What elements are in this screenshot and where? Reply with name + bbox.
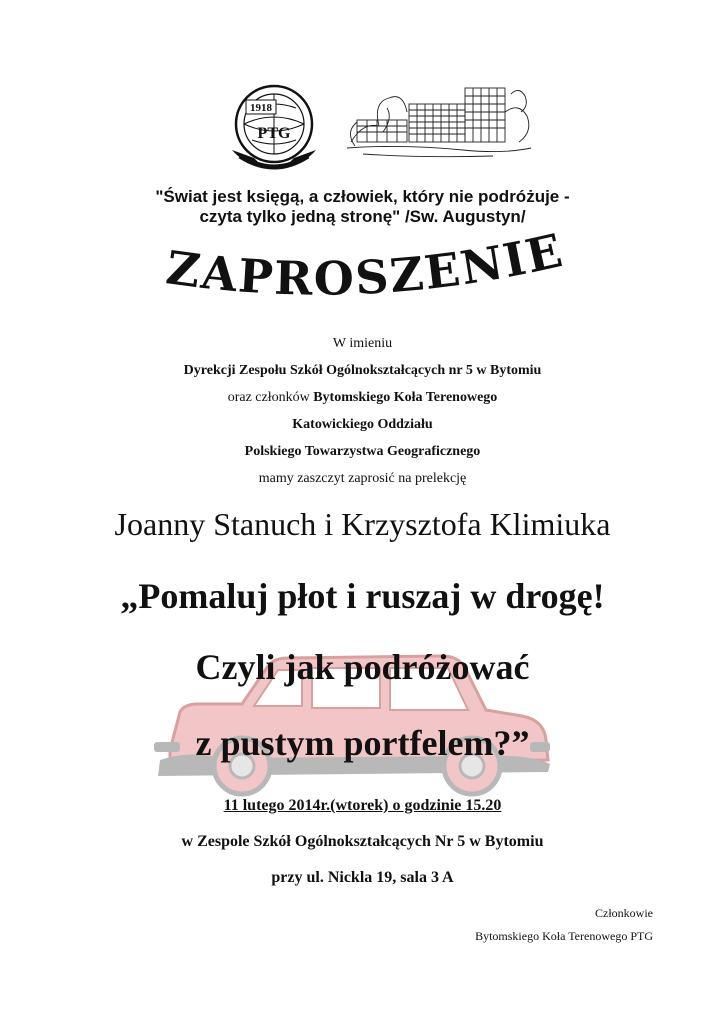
signature-line-1: Członkowie bbox=[595, 906, 653, 920]
quote-line-1: "Świat jest księgą, a człowiek, który nie podróżuje - bbox=[155, 187, 570, 206]
intro-line-2: Dyrekcji Zespołu Szkół Ogólnokształcących nr 5 w Bytomiu bbox=[183, 363, 542, 378]
svg-text:ZAPROSZENIE bbox=[163, 225, 569, 306]
intro-line-5: Polskiego Towarzystwa Geograficznego bbox=[244, 444, 481, 459]
speakers: Joanny Stanuch i Krzysztofa Klimiuka bbox=[114, 506, 611, 542]
intro-line-1: W imieniu bbox=[332, 336, 393, 351]
intro-line-3-prefix: oraz członków bbox=[227, 390, 314, 405]
school-building-sketch bbox=[343, 82, 533, 164]
lecture-title-line-3: z pustym portfelem?” bbox=[195, 723, 530, 763]
intro-line-3 bbox=[0, 390, 725, 406]
quote-line-2: czyta tylko jedną stronę" /Sw. Augustyn/ bbox=[199, 207, 526, 226]
logo-year: 1918 bbox=[250, 102, 272, 114]
event-address: przy ul. Nickla 19, sala 3 A bbox=[271, 869, 454, 886]
signature-line-2: Bytomskiego Koła Terenowego PTG bbox=[475, 929, 653, 943]
intro-line-4: Katowickiego Oddziału bbox=[292, 417, 433, 432]
logo-letters: PTG bbox=[257, 125, 291, 142]
invitation-title bbox=[110, 225, 620, 320]
lecture-title-line-2: Czyli jak podróżować bbox=[195, 647, 530, 687]
intro-line-6: mamy zaszczyt zaprosić na prelekcję bbox=[258, 471, 467, 486]
lecture-title-line-1: „Pomaluj płot i ruszaj w drogę! bbox=[120, 576, 605, 616]
title-text: ZAPROSZENIE bbox=[163, 225, 569, 306]
ptg-logo bbox=[222, 80, 322, 172]
event-date: 11 lutego 2014r.(wtorek) o godzinie 15.20 bbox=[223, 797, 502, 814]
intro-line-3-bold: Bytomskiego Koła Terenowego bbox=[313, 390, 498, 405]
event-place: w Zespole Szkół Ogólnokształcących Nr 5 w Bytomiu bbox=[181, 833, 544, 850]
